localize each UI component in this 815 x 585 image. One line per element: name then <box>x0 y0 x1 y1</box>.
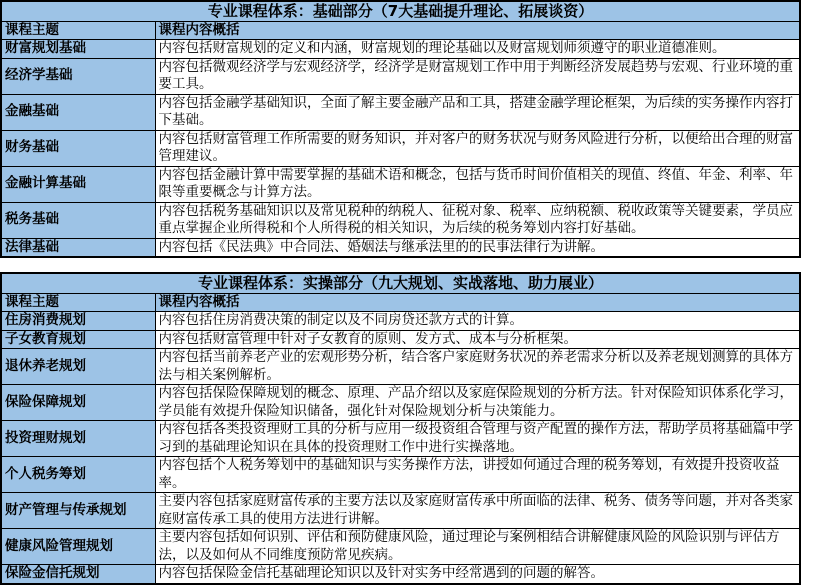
course-topic-cell: 金融计算基础 <box>1 166 155 202</box>
practical-course-table <box>0 272 801 585</box>
table-header-row <box>1 293 800 312</box>
course-summary-cell: 内容包括保险保障规划的概念、原理、产品介绍以及家庭保险规划的分析方法。针对保险知识体系化学习，学员能有效提升保险知识储备，强化针对保险规划分析与决策能力。 <box>155 385 800 421</box>
table-spacer <box>0 258 815 272</box>
course-topic-cell: 个人税务筹划 <box>1 457 155 493</box>
column-header-topic: 课程主题 <box>1 293 155 312</box>
course-topic-cell: 投资理财规划 <box>1 421 155 457</box>
course-topic-cell: 保险金信托规划 <box>1 565 155 584</box>
column-header-summary: 课程内容概括 <box>155 21 800 40</box>
course-topic-cell: 子女教育规划 <box>1 330 155 349</box>
table-row <box>1 94 800 130</box>
course-topic-cell: 财务基础 <box>1 130 155 166</box>
course-summary-cell: 内容包括税务基础知识以及常见税种的纳税人、征税对象、税率、应纳税额、税收政策等关键要素，学员应重点掌握企业所得税和个人所得税的相关知识，为后续的税务筹划内容打好基础。 <box>155 202 800 238</box>
table-row <box>1 330 800 349</box>
table-title-row <box>1 273 800 293</box>
table-title: 专业课程体系：实操部分（九大规划、实战落地、助力展业） <box>1 273 800 293</box>
course-topic-cell: 法律基础 <box>1 238 155 257</box>
course-summary-cell: 内容包括财富管理工作所需要的财务知识，并对客户的财务状况与财务风险进行分析，以便给出合理的财富管理建议。 <box>155 130 800 166</box>
course-topic-cell: 健康风险管理规划 <box>1 529 155 565</box>
table-row <box>1 238 800 257</box>
course-summary-cell: 内容包括《民法典》中合同法、婚姻法与继承法里的的民事法律行为讲解。 <box>155 238 800 257</box>
table-row <box>1 385 800 421</box>
table-row <box>1 58 800 94</box>
table-row <box>1 349 800 385</box>
course-summary-cell: 内容包括财富规划的定义和内涵，财富规划的理论基础以及财富规划师须遵守的职业道德准则。 <box>155 40 800 59</box>
course-topic-cell: 保险保障规划 <box>1 385 155 421</box>
table-title: 专业课程体系：基础部分（7大基础提升理论、拓展谈资） <box>1 1 800 21</box>
table-row <box>1 202 800 238</box>
course-topic-cell: 金融基础 <box>1 94 155 130</box>
course-topic-cell: 财富规划基础 <box>1 40 155 59</box>
course-summary-cell: 内容包括各类投资理财工具的分析与应用一级投资组合管理与资产配置的操作方法，帮助学员将基础篇中学习到的基础理论知识在具体的投资理财工作中进行实操落地。 <box>155 421 800 457</box>
course-summary-cell: 内容包括财富管理中针对子女教育的原则、发方式、成本与分析框架。 <box>155 330 800 349</box>
table-header-row <box>1 21 800 40</box>
table-row <box>1 457 800 493</box>
course-summary-cell: 内容包括个人税务筹划中的基础知识与实务操作方法，讲授如何通过合理的税务筹划，有效提升投资收益率。 <box>155 457 800 493</box>
table-title-row <box>1 1 800 21</box>
course-topic-cell: 税务基础 <box>1 202 155 238</box>
foundation-course-table <box>0 0 801 258</box>
course-summary-cell: 内容包括住房消费决策的制定以及不同房贷还款方式的计算。 <box>155 312 800 331</box>
column-header-summary: 课程内容概括 <box>155 293 800 312</box>
table-row <box>1 130 800 166</box>
course-summary-cell: 内容包括金融计算中需要掌握的基础术语和概念，包括与货币时间价值相关的现值、终值、年金、利率、年限等重要概念与计算方法。 <box>155 166 800 202</box>
table-row <box>1 493 800 529</box>
course-topic-cell: 经济学基础 <box>1 58 155 94</box>
table-row <box>1 421 800 457</box>
course-summary-cell: 内容包括保险金信托基础理论知识以及针对实务中经常遇到的问题的解答。 <box>155 565 800 584</box>
column-header-topic: 课程主题 <box>1 21 155 40</box>
course-topic-cell: 住房消费规划 <box>1 312 155 331</box>
course-summary-cell: 内容包括微观经济学与宏观经济学，经济学是财富规划工作中用于判断经济发展趋势与宏观、行业环境的重要工具。 <box>155 58 800 94</box>
course-summary-cell: 主要内容包括如何识别、评估和预防健康风险，通过理论与案例相结合讲解健康风险的风险识别与评估方法，以及如何从不同维度预防常见疾病。 <box>155 529 800 565</box>
course-summary-cell: 主要内容包括家庭财富传承的主要方法以及家庭财富传承中所面临的法律、税务、债务等问题，并对各类家庭财富传承工具的使用方法进行讲解。 <box>155 493 800 529</box>
course-summary-cell: 内容包括金融学基础知识，全面了解主要金融产品和工具，搭建金融学理论框架，为后续的实务操作内容打下基础。 <box>155 94 800 130</box>
table-row <box>1 529 800 565</box>
table-row <box>1 166 800 202</box>
table-row <box>1 312 800 331</box>
course-topic-cell: 财产管理与传承规划 <box>1 493 155 529</box>
course-summary-cell: 内容包括当前养老产业的宏观形势分析，结合客户家庭财务状况的养老需求分析以及养老规划测算的具体方法与相关案例解析。 <box>155 349 800 385</box>
table-row <box>1 40 800 59</box>
course-topic-cell: 退休养老规划 <box>1 349 155 385</box>
table-row <box>1 565 800 584</box>
